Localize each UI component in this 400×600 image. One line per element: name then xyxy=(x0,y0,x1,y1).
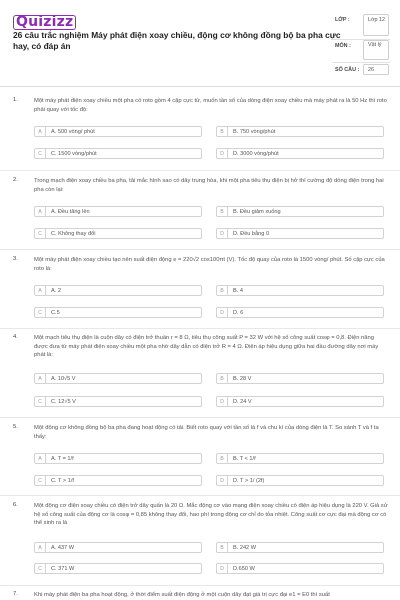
question-number: 1. xyxy=(13,97,18,103)
question-text: Một mạch tiêu thụ điện là cuộn dây có điện trở thuần r = 8 Ω, tiêu thụ công suất P = 32 W với hệ số công suất cosφ = 0,8. Điện năng được đưa từ máy phát điện xoay chiều một pha nhờ dây dẫn có điện trở R = 4 Ω. Điện áp hiệu dụng giữa hai đầu đường dây nơi máy phát là: xyxy=(34,335,379,359)
question-text: Trong mạch điện xoay chiều ba pha, tải mắc hình sao có dây trung hòa, khi một pha tiêu thụ điện bị hở thì cường độ dòng điện trong hai pha còn lại: xyxy=(34,178,384,193)
option-c[interactable]: C C.5 xyxy=(34,307,202,318)
option-d[interactable]: D D. T > 1/ (2f) xyxy=(216,475,384,486)
option-c[interactable]: C C. Không thay đổi xyxy=(34,228,202,239)
question-count-label: SỐ CÂU : xyxy=(335,67,360,73)
question-count-value: 26 xyxy=(368,67,374,73)
option-b[interactable]: B B. Đều giảm xuống xyxy=(216,206,384,217)
option-b[interactable]: B B. 242 W xyxy=(216,542,384,553)
question-number: 5. xyxy=(13,424,18,430)
question-divider xyxy=(0,170,400,171)
option-c[interactable]: C C. T > 1/f xyxy=(34,475,202,486)
option-b[interactable]: B B. T < 1/f xyxy=(216,453,384,464)
question-divider xyxy=(0,328,400,329)
header-divider xyxy=(0,86,400,87)
option-b[interactable]: B B. 28 V xyxy=(216,373,384,384)
question-number: 6. xyxy=(13,502,18,508)
option-c[interactable]: C C. 12√5 V xyxy=(34,396,202,407)
option-d[interactable]: D D. 3000 vòng/phút xyxy=(216,148,384,159)
question-divider xyxy=(0,249,400,250)
question-text: Một động cơ không đồng bộ ba pha đang hoạt động có tải. Biết roto quay với tần số là f và chu kì của dòng điện là T. So sánh T và f ta thấy: xyxy=(34,425,379,440)
subject-value: Vật lý xyxy=(368,42,382,48)
question-text: Khi máy phát điện ba pha hoạt động, ở thời điểm suất điện động ở một cuộn dây đạt giá trị cực đại e1 = E0 thì suất xyxy=(34,592,330,598)
question-text: Một máy phát điện xoay chiều một pha có roto gồm 4 cặp cực từ, muốn tần số của dòng điện xoay chiều mà máy phát ra là 50 Hz thì roto phải quay với tốc độ: xyxy=(34,98,387,113)
question-number: 4. xyxy=(13,334,18,340)
question-number: 7. xyxy=(13,591,18,597)
option-a[interactable]: A A. 2 xyxy=(34,285,202,296)
option-a[interactable]: A A. T = 1/f xyxy=(34,453,202,464)
option-d[interactable]: D D. 6 xyxy=(216,307,384,318)
option-d[interactable]: D D.650 W xyxy=(216,563,384,574)
worksheet-header xyxy=(0,0,400,86)
option-b[interactable]: B B. 750 vòng/phút xyxy=(216,126,384,137)
meta-divider xyxy=(332,62,390,63)
quizizz-logo: Quizizz xyxy=(13,14,76,30)
option-d[interactable]: D D. 24 V xyxy=(216,396,384,407)
option-c[interactable]: C C. 1500 vòng/phút xyxy=(34,148,202,159)
option-d[interactable]: D D. Đều bằng 0 xyxy=(216,228,384,239)
option-c[interactable]: C C. 371 W xyxy=(34,563,202,574)
question-divider xyxy=(0,585,400,586)
question-text: Một máy phát điện xoay chiều tạo nên suất điện động e = 220√2 cos100πt (V). Tốc độ quay của roto là 1500 vòng/ phút. Số cặp cực của roto là: xyxy=(34,257,385,272)
option-a[interactable]: A A. 10√5 V xyxy=(34,373,202,384)
question-text: Một động cơ điện xoay chiều có điện trở dây quấn là 20 Ω. Mắc động cơ vào mạng điện xoay chiều có điện áp hiệu dụng là 220 V. Giả sử hệ số công suất của động cơ là cosφ = 0,85 không thay đổi, hao phí trong động cơ chỉ do tỏa nhiệt. Công suất cơ cực đại mà động cơ có thể sinh ra là xyxy=(34,503,388,527)
option-a[interactable]: A A. 437 W xyxy=(34,542,202,553)
question-divider xyxy=(0,495,400,496)
class-value: Lớp 12 xyxy=(368,17,386,23)
question-number: 2. xyxy=(13,177,18,183)
option-a[interactable]: A A. 500 vòng/ phút xyxy=(34,126,202,137)
subject-label: MÔN : xyxy=(335,43,351,49)
worksheet-title: 26 câu trắc nghiệm Máy phát điện xoay chiều, động cơ không đồng bộ ba pha cực hay, có đáp án xyxy=(13,30,341,51)
option-b[interactable]: B B. 4 xyxy=(216,285,384,296)
option-a[interactable]: A A. Đều tăng lên xyxy=(34,206,202,217)
class-label: LỚP : xyxy=(335,17,350,23)
question-divider xyxy=(0,417,400,418)
question-number: 3. xyxy=(13,256,18,262)
